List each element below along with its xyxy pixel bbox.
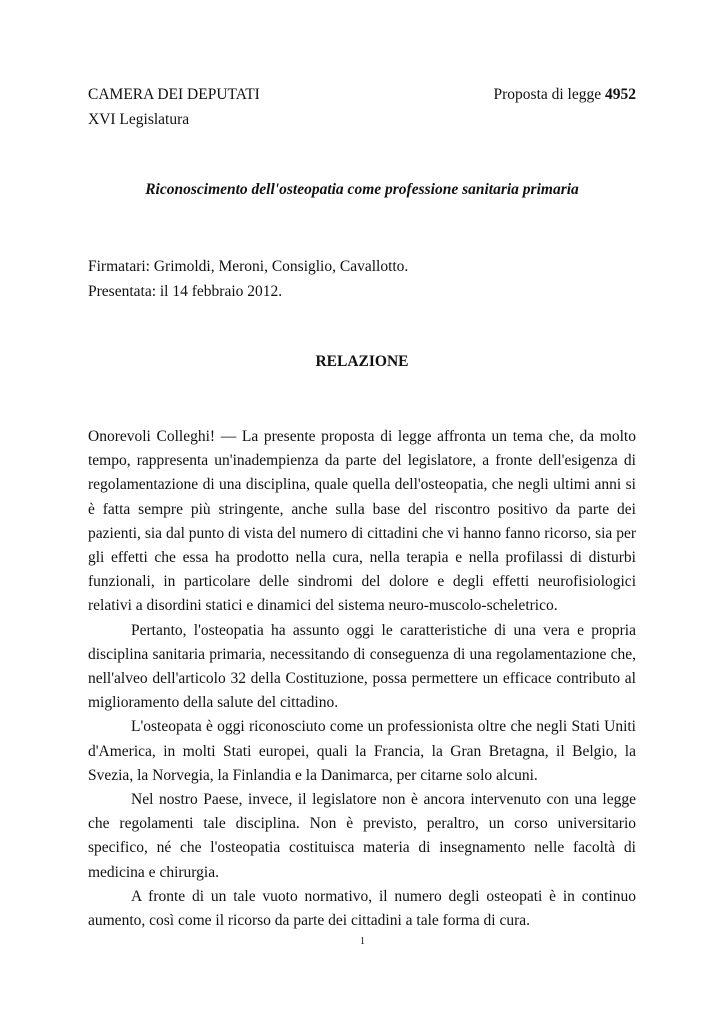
document-title: Riconoscimento dell'osteopatia come professione sanitaria primaria — [145, 181, 579, 198]
proposal-number: 4952 — [605, 86, 636, 103]
paragraph: Nel nostro Paese, invece, il legislatore non è ancora intervenuto con una legge che regolamenti tale disciplina. Non è previsto, peraltro, un corso universitario specifico, né che l'osteopatia costituisca materia di insegnamento nelle facoltà di medicina e chirurgia. — [88, 791, 636, 881]
paragraph: Onorevoli Colleghi! — La presente proposta di legge affronta un tema che, da molto tempo, rappresenta un'inadempienza da parte del legislatore, a fronte dell'esigenza di regolamentazione di una disciplina, quale quella dell'osteopatia, che negli ultimi anni si è fatta sempre più stringente, anche sulla base del riscontro positivo da parte dei pazienti, sia dal punto di vista del numero di cittadini che vi hanno fanno ricorso, sia per gli effetti che essa ha prodotto nella cura, nella terapia e nella profilassi di disturbi funzionali, in particolare delle sindromi del dolore e degli effetti neurofisiologici relativi a disordini statici e dinamici del sistema neuro-muscolo-scheletrico. — [88, 428, 636, 615]
report-body — [88, 425, 636, 933]
chamber-name: CAMERA DEI DEPUTATI — [88, 86, 260, 103]
document-header — [88, 85, 636, 105]
paragraph: Pertanto, l'osteopatia ha assunto oggi le caratteristiche di una vera e propria disciplina sanitaria primaria, necessitando di conseguenza di una regolamentazione che, nell'alveo dell'articolo 32 della Costituzione, possa permettere un efficace contributo al miglioramento della salute del cittadino. — [88, 621, 636, 712]
paragraph: A fronte di un tale vuoto normativo, il numero degli osteopati è in continuo aumento, così come il ricorso da parte dei cittadini a tale forma di cura. — [88, 887, 636, 930]
proposal-label: Proposta di legge — [493, 86, 602, 103]
signatories: Firmatari: Grimoldi, Meroni, Consiglio, Cavallotto. — [88, 258, 409, 275]
legislature: XVI Legislatura — [88, 111, 190, 128]
presentation-date: Presentata: il 14 febbraio 2012. — [88, 283, 283, 300]
proposal-reference — [494, 85, 637, 105]
page-number: 1 — [360, 936, 365, 947]
paragraph: L'osteopata è oggi riconosciuto come un professionista oltre che negli Stati Uniti d'America, in molti Stati europei, quali la Francia, la Gran Bretagna, il Belgio, la Svezia, la Norvegia, la Finlandia e la Danimarca, per citarne solo alcuni. — [88, 718, 636, 784]
section-heading: RELAZIONE — [315, 353, 409, 370]
